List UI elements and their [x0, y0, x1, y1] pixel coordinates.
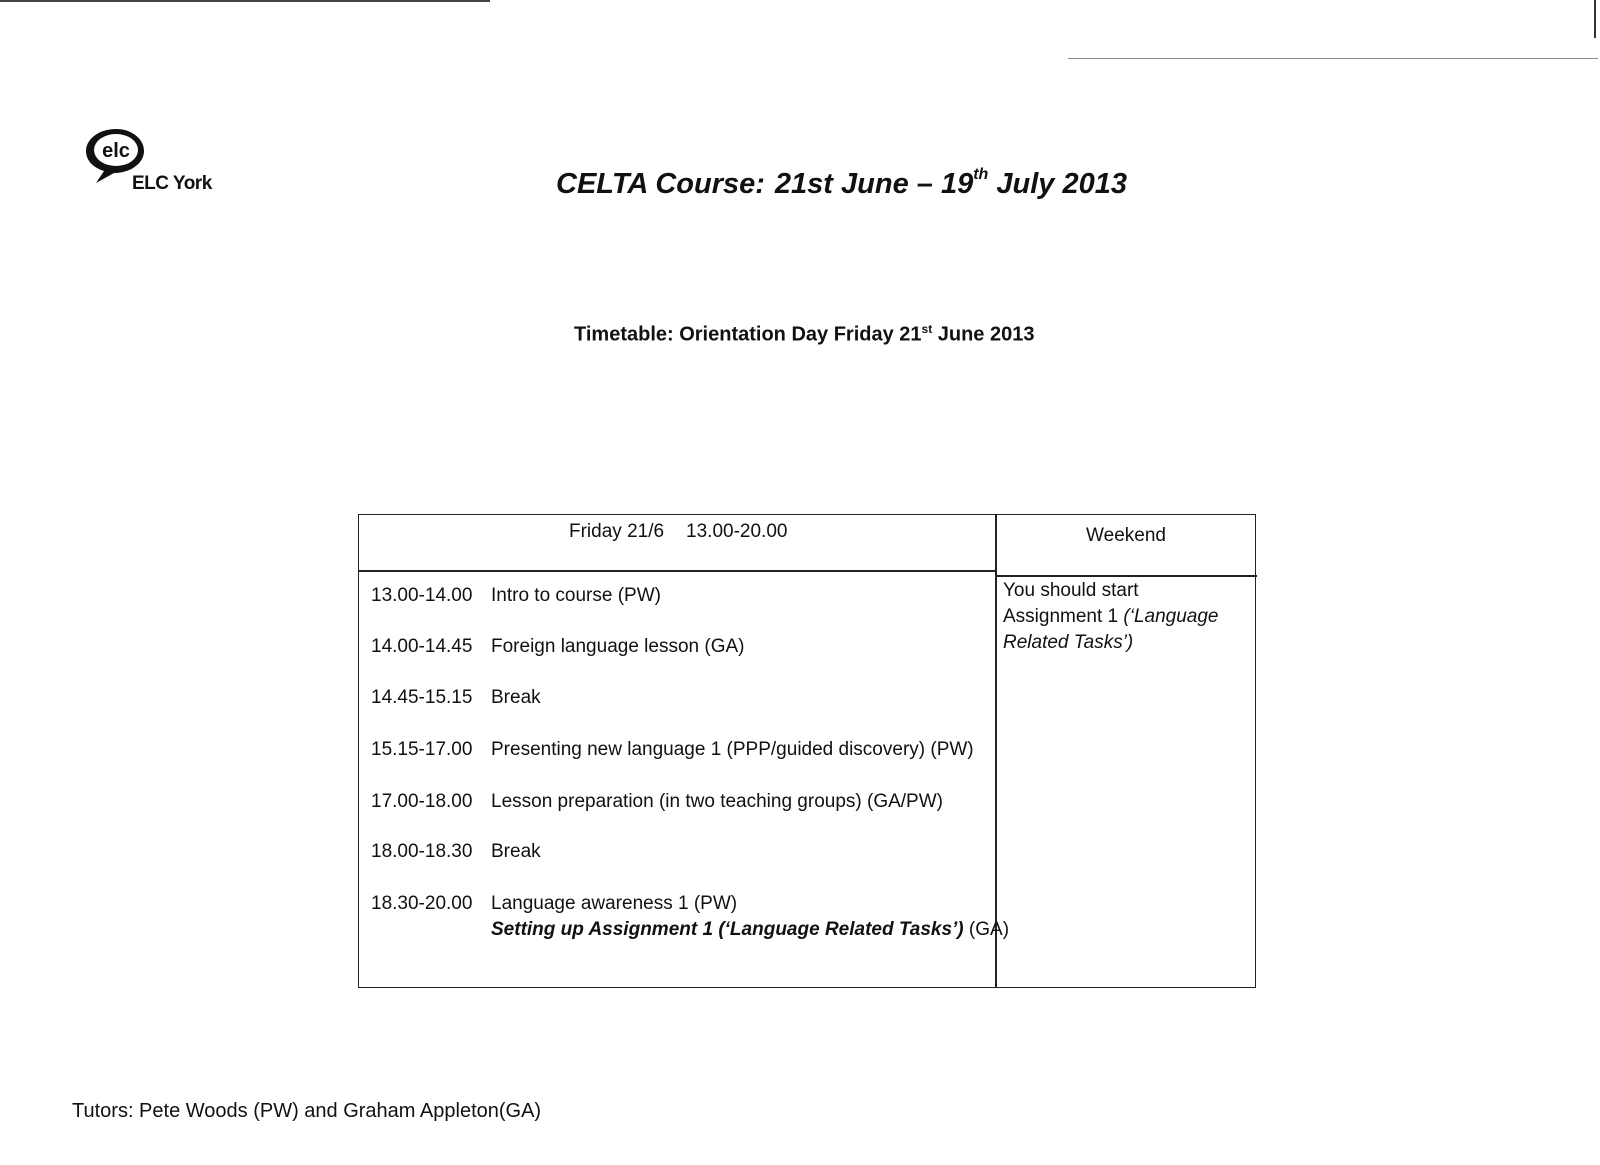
tutors-line: Tutors: Pete Woods (PW) and Graham Appleton(GA) [72, 1100, 542, 1122]
timetable [358, 514, 1256, 988]
slot-sub-bold: Setting up Assignment 1 [491, 919, 719, 940]
header-divider [359, 570, 995, 572]
timetable-row [371, 585, 661, 607]
title-prefix: CELTA [556, 168, 648, 200]
subtitle-suffix: st [921, 322, 933, 336]
title-course: Course: [655, 168, 765, 200]
timetable-subtitle [574, 322, 1034, 347]
slot-time: 14.45-15.15 [371, 687, 473, 708]
scan-edge-line [0, 0, 490, 2]
timetable-row [371, 687, 541, 709]
slot-activity: Language awareness 1 (PW) [491, 893, 738, 914]
elc-logo [84, 125, 224, 195]
scan-edge-line [1068, 58, 1598, 59]
title-end: July 2013 [988, 168, 1127, 200]
slot-subline [491, 919, 1009, 941]
timetable-row [371, 893, 1009, 941]
slot-activity: Lesson preparation (in two teaching groups) (GA/PW) [491, 791, 943, 812]
header-friday [569, 521, 787, 543]
scan-edge-line [1594, 0, 1596, 38]
slot-time: 13.00-14.00 [371, 585, 473, 606]
header-hours: 13.00-20.00 [686, 521, 788, 542]
header-day: Friday 21/6 [569, 521, 665, 542]
slot-sub-plain: (GA) [963, 919, 1010, 940]
page-title [556, 168, 1127, 201]
weekend-line2: Assignment 1 [1003, 606, 1124, 627]
subtitle-text: Timetable: Orientation Day Friday 21 [574, 323, 922, 346]
slot-time: 18.00-18.30 [371, 841, 473, 862]
timetable-row [371, 791, 943, 813]
slot-sub-italic: (‘Language Related Tasks’) [718, 919, 964, 940]
slot-activity: Intro to course (PW) [491, 585, 661, 606]
slot-activity: Break [491, 841, 541, 862]
header-divider [995, 575, 1257, 577]
subtitle-rest: June 2013 [932, 323, 1035, 346]
slot-activity: Break [491, 687, 541, 708]
weekend-note [1003, 578, 1243, 656]
header-weekend: Weekend [1086, 525, 1166, 546]
logo-label: ELC York [132, 173, 212, 194]
logo-mark-text: elc [102, 140, 130, 162]
timetable-row [371, 636, 744, 658]
weekend-line1: You should start [1003, 580, 1139, 601]
slot-time: 14.00-14.45 [371, 636, 473, 657]
slot-time: 18.30-20.00 [371, 893, 473, 914]
slot-activity: Foreign language lesson (GA) [491, 636, 745, 657]
title-suffix: th [973, 166, 989, 184]
timetable-row [371, 739, 974, 761]
slot-time: 17.00-18.00 [371, 791, 473, 812]
weekend-italic: (‘Language Related Tasks’) [1003, 606, 1219, 653]
title-start: 21st June – 19 [774, 168, 974, 200]
slot-time: 15.15-17.00 [371, 739, 473, 760]
slot-activity: Presenting new language 1 (PPP/guided discovery) (PW) [491, 739, 974, 760]
timetable-row [371, 841, 541, 863]
